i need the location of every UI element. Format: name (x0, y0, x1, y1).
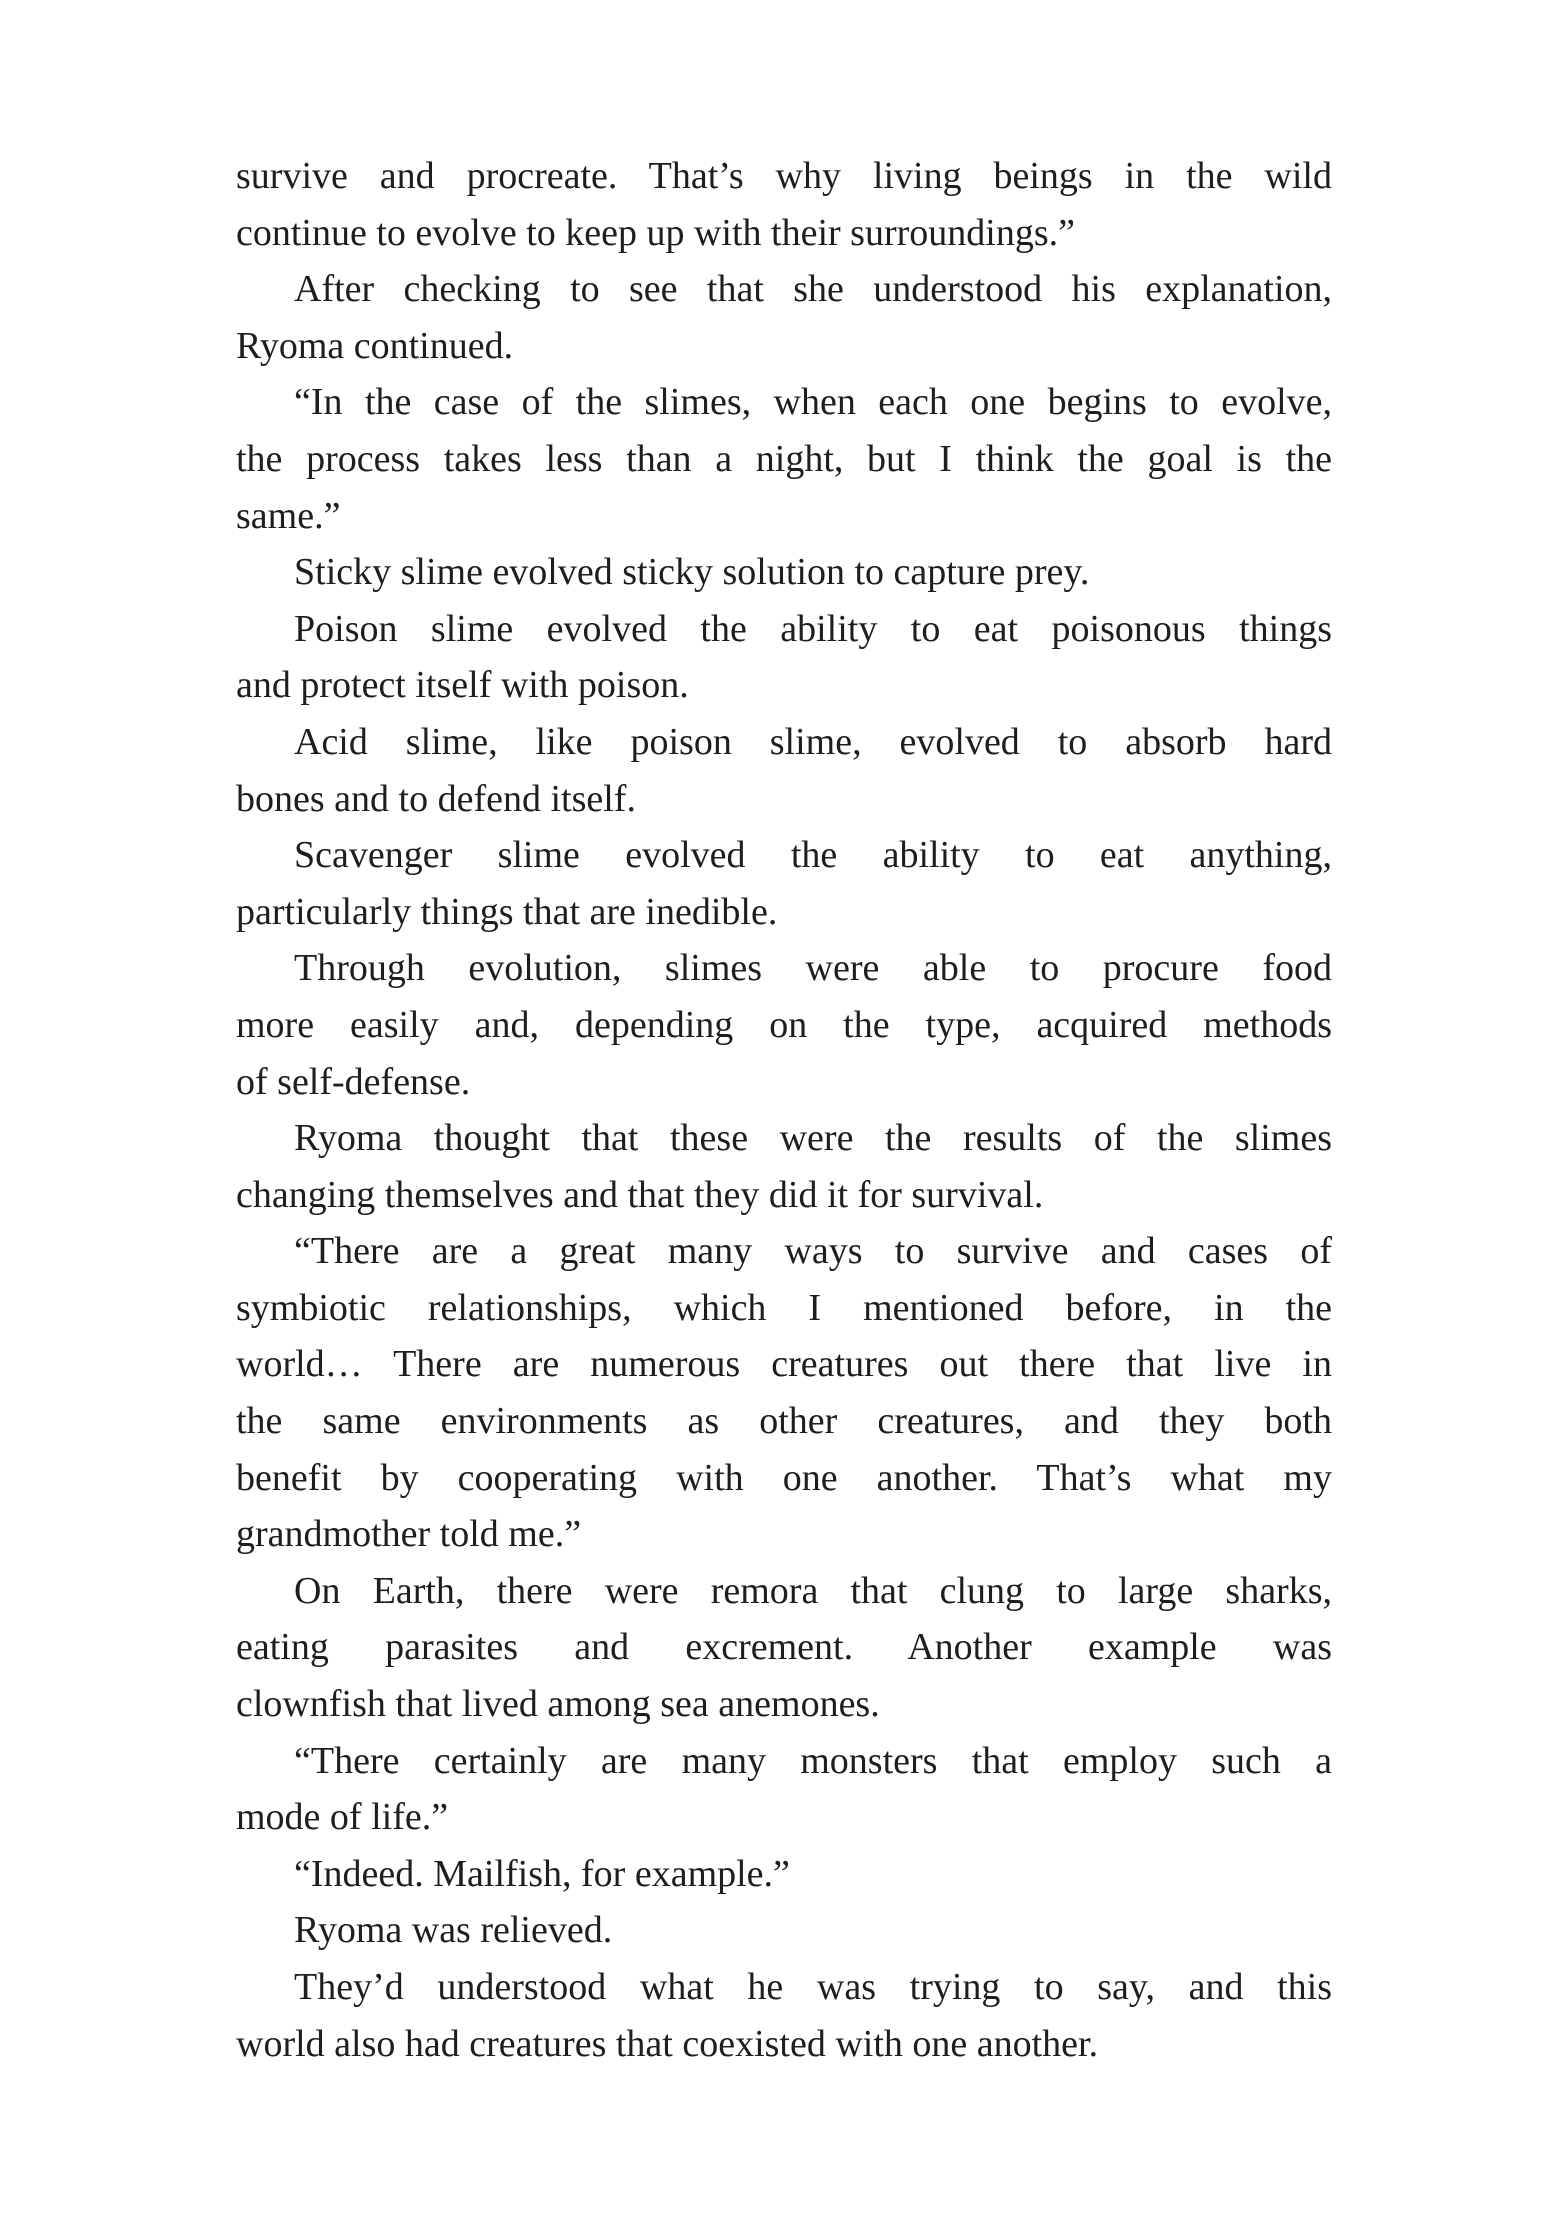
paragraph-first-line: “Indeed. Mailfish, for example.” (294, 1852, 790, 1895)
text-line: benefit by cooperating with one another. That’s what my (236, 1456, 1332, 1499)
text-line: bones and to defend itself. (236, 777, 636, 820)
paragraph-first-line: After checking to see that she understood his explanation, (294, 268, 1332, 311)
text-line: of self-defense. (236, 1060, 471, 1103)
paragraph-first-line: Scavenger slime evolved the ability to eat anything, (294, 834, 1332, 877)
paragraph-first-line: “In the case of the slimes, when each one begins to evolve, (294, 381, 1332, 424)
text-line: changing themselves and that they did it for survival. (236, 1173, 1044, 1216)
text-line: world… There are numerous creatures out there that live in (236, 1343, 1332, 1386)
text-line: and protect itself with poison. (236, 664, 689, 707)
paragraph-first-line: They’d understood what he was trying to say, and this (294, 1966, 1332, 2008)
paragraph-first-line: Through evolution, slimes were able to procure food (294, 947, 1332, 990)
text-line: more easily and, depending on the type, acquired methods (236, 1003, 1332, 1046)
text-line: continue to evolve to keep up with their surroundings.” (236, 211, 1075, 254)
text-line: the process takes less than a night, but I think the goal is the (236, 437, 1332, 480)
text-line: particularly things that are inedible. (236, 890, 778, 933)
paragraph-first-line: Acid slime, like poison slime, evolved to absorb hard (294, 720, 1332, 763)
paragraph-first-line: Ryoma was relieved. (294, 1909, 613, 1952)
text-line: mode of life.” (236, 1796, 449, 1839)
paragraph-first-line: “There certainly are many monsters that employ such a (294, 1739, 1332, 1782)
text-line: symbiotic relationships, which I mentioned before, in the (236, 1286, 1332, 1329)
text-line: clownfish that lived among sea anemones. (236, 1683, 880, 1726)
text-line: Ryoma continued. (236, 324, 514, 367)
text-line: same.” (236, 494, 341, 537)
paragraph-first-line: Poison slime evolved the ability to eat poisonous things (294, 607, 1332, 650)
paragraph-first-line: On Earth, there were remora that clung to large sharks, (294, 1569, 1332, 1612)
text-line: the same environments as other creatures, and they both (236, 1400, 1332, 1443)
paragraph-first-line: “There are a great many ways to survive and cases of (294, 1230, 1332, 1273)
text-line: survive and procreate. That’s why living beings in the wild (236, 155, 1332, 197)
paragraph-first-line: Sticky slime evolved sticky solution to capture prey. (294, 551, 1090, 594)
text-line: eating parasites and excrement. Another example was (236, 1626, 1332, 1669)
text-line: grandmother told me.” (236, 1513, 582, 1556)
paragraph-first-line: Ryoma thought that these were the results of the slimes (294, 1117, 1332, 1160)
text-line: world also had creatures that coexisted with one another. (236, 2022, 1099, 2065)
body-text (236, 148, 1332, 2072)
